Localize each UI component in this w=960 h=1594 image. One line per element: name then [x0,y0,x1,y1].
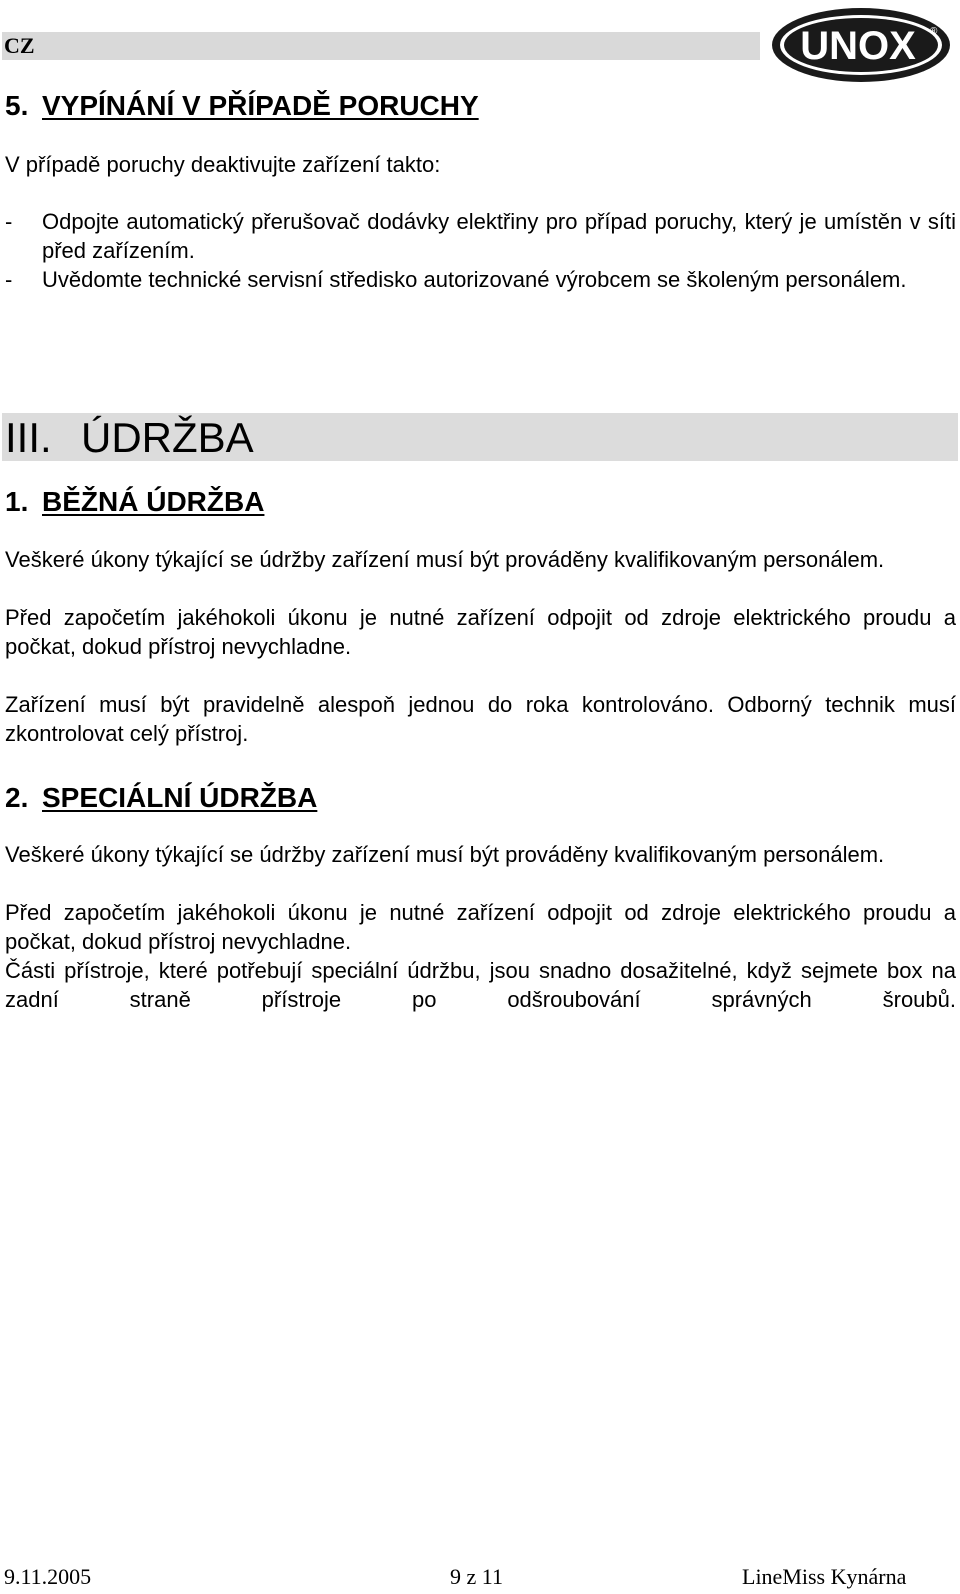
paragraph: Před započetím jakéhokoli úkonu je nutné zařízení odpojit od zdroje elektrického proudu a počkat, dokud přístroj nevychladne. [5,900,956,954]
heading-number: 1. [5,486,29,517]
paragraph: Před započetím jakéhokoli úkonu je nutné zařízení odpojit od zdroje elektrického proudu a počkat, dokud přístroj nevychladne. [5,605,956,659]
heading-title: BĚŽNÁ ÚDRŽBA [42,486,265,517]
paragraph: Zařízení musí být pravidelně alespoň jednou do roka kontrolováno. Odborný technik musí zkontrolovat celý přístroj. [5,692,956,746]
list-item: - Uvědomte technické servisní středisko autorizované výrobcem se školeným personálem. [5,267,907,292]
footer-product-name: LineMiss Kynárna [742,1564,907,1589]
paragraph: Části přístroje, které potřebují speciální údržbu, jsou snadno dosažitelné, když sejmete box na zadní straně přístroje po odšroubování správných šroubů. [5,958,956,1012]
paragraph: Veškeré úkony týkající se údržby zařízení musí být prováděny kvalifikovaným personálem. [5,547,885,572]
shutdown-intro: V případě poruchy deaktivujte zařízení takto: [5,152,441,177]
heading-routine-maintenance [5,486,264,518]
heading-title: VYPÍNÁNÍ V PŘÍPADĚ PORUCHY [42,90,479,121]
section-roman: III. [5,414,52,461]
heading-title: SPECIÁLNÍ ÚDRŽBA [42,782,318,813]
logo-text: UNOX [800,24,916,68]
heading-number: 2. [5,782,29,813]
section-name: ÚDRŽBA [81,414,254,461]
language-code: CZ [4,33,35,58]
paragraph: Veškeré úkony týkající se údržby zařízení musí být prováděny kvalifikovaným personálem. [5,842,885,867]
heading-special-maintenance [5,782,317,814]
section-title [5,414,254,462]
footer-page-number: 9 z 11 [450,1564,503,1589]
header-bar [2,32,760,60]
heading-shutdown [5,90,479,122]
footer-date: 9.11.2005 [4,1564,92,1589]
unox-logo [770,6,952,84]
list-item: - Odpojte automatický přerušovač dodávky elektřiny pro případ poruchy, který je umístěn v síti před zařízením. [5,209,956,263]
shutdown-steps [5,207,956,294]
svg-text:®: ® [930,26,938,37]
heading-number: 5. [5,90,29,121]
